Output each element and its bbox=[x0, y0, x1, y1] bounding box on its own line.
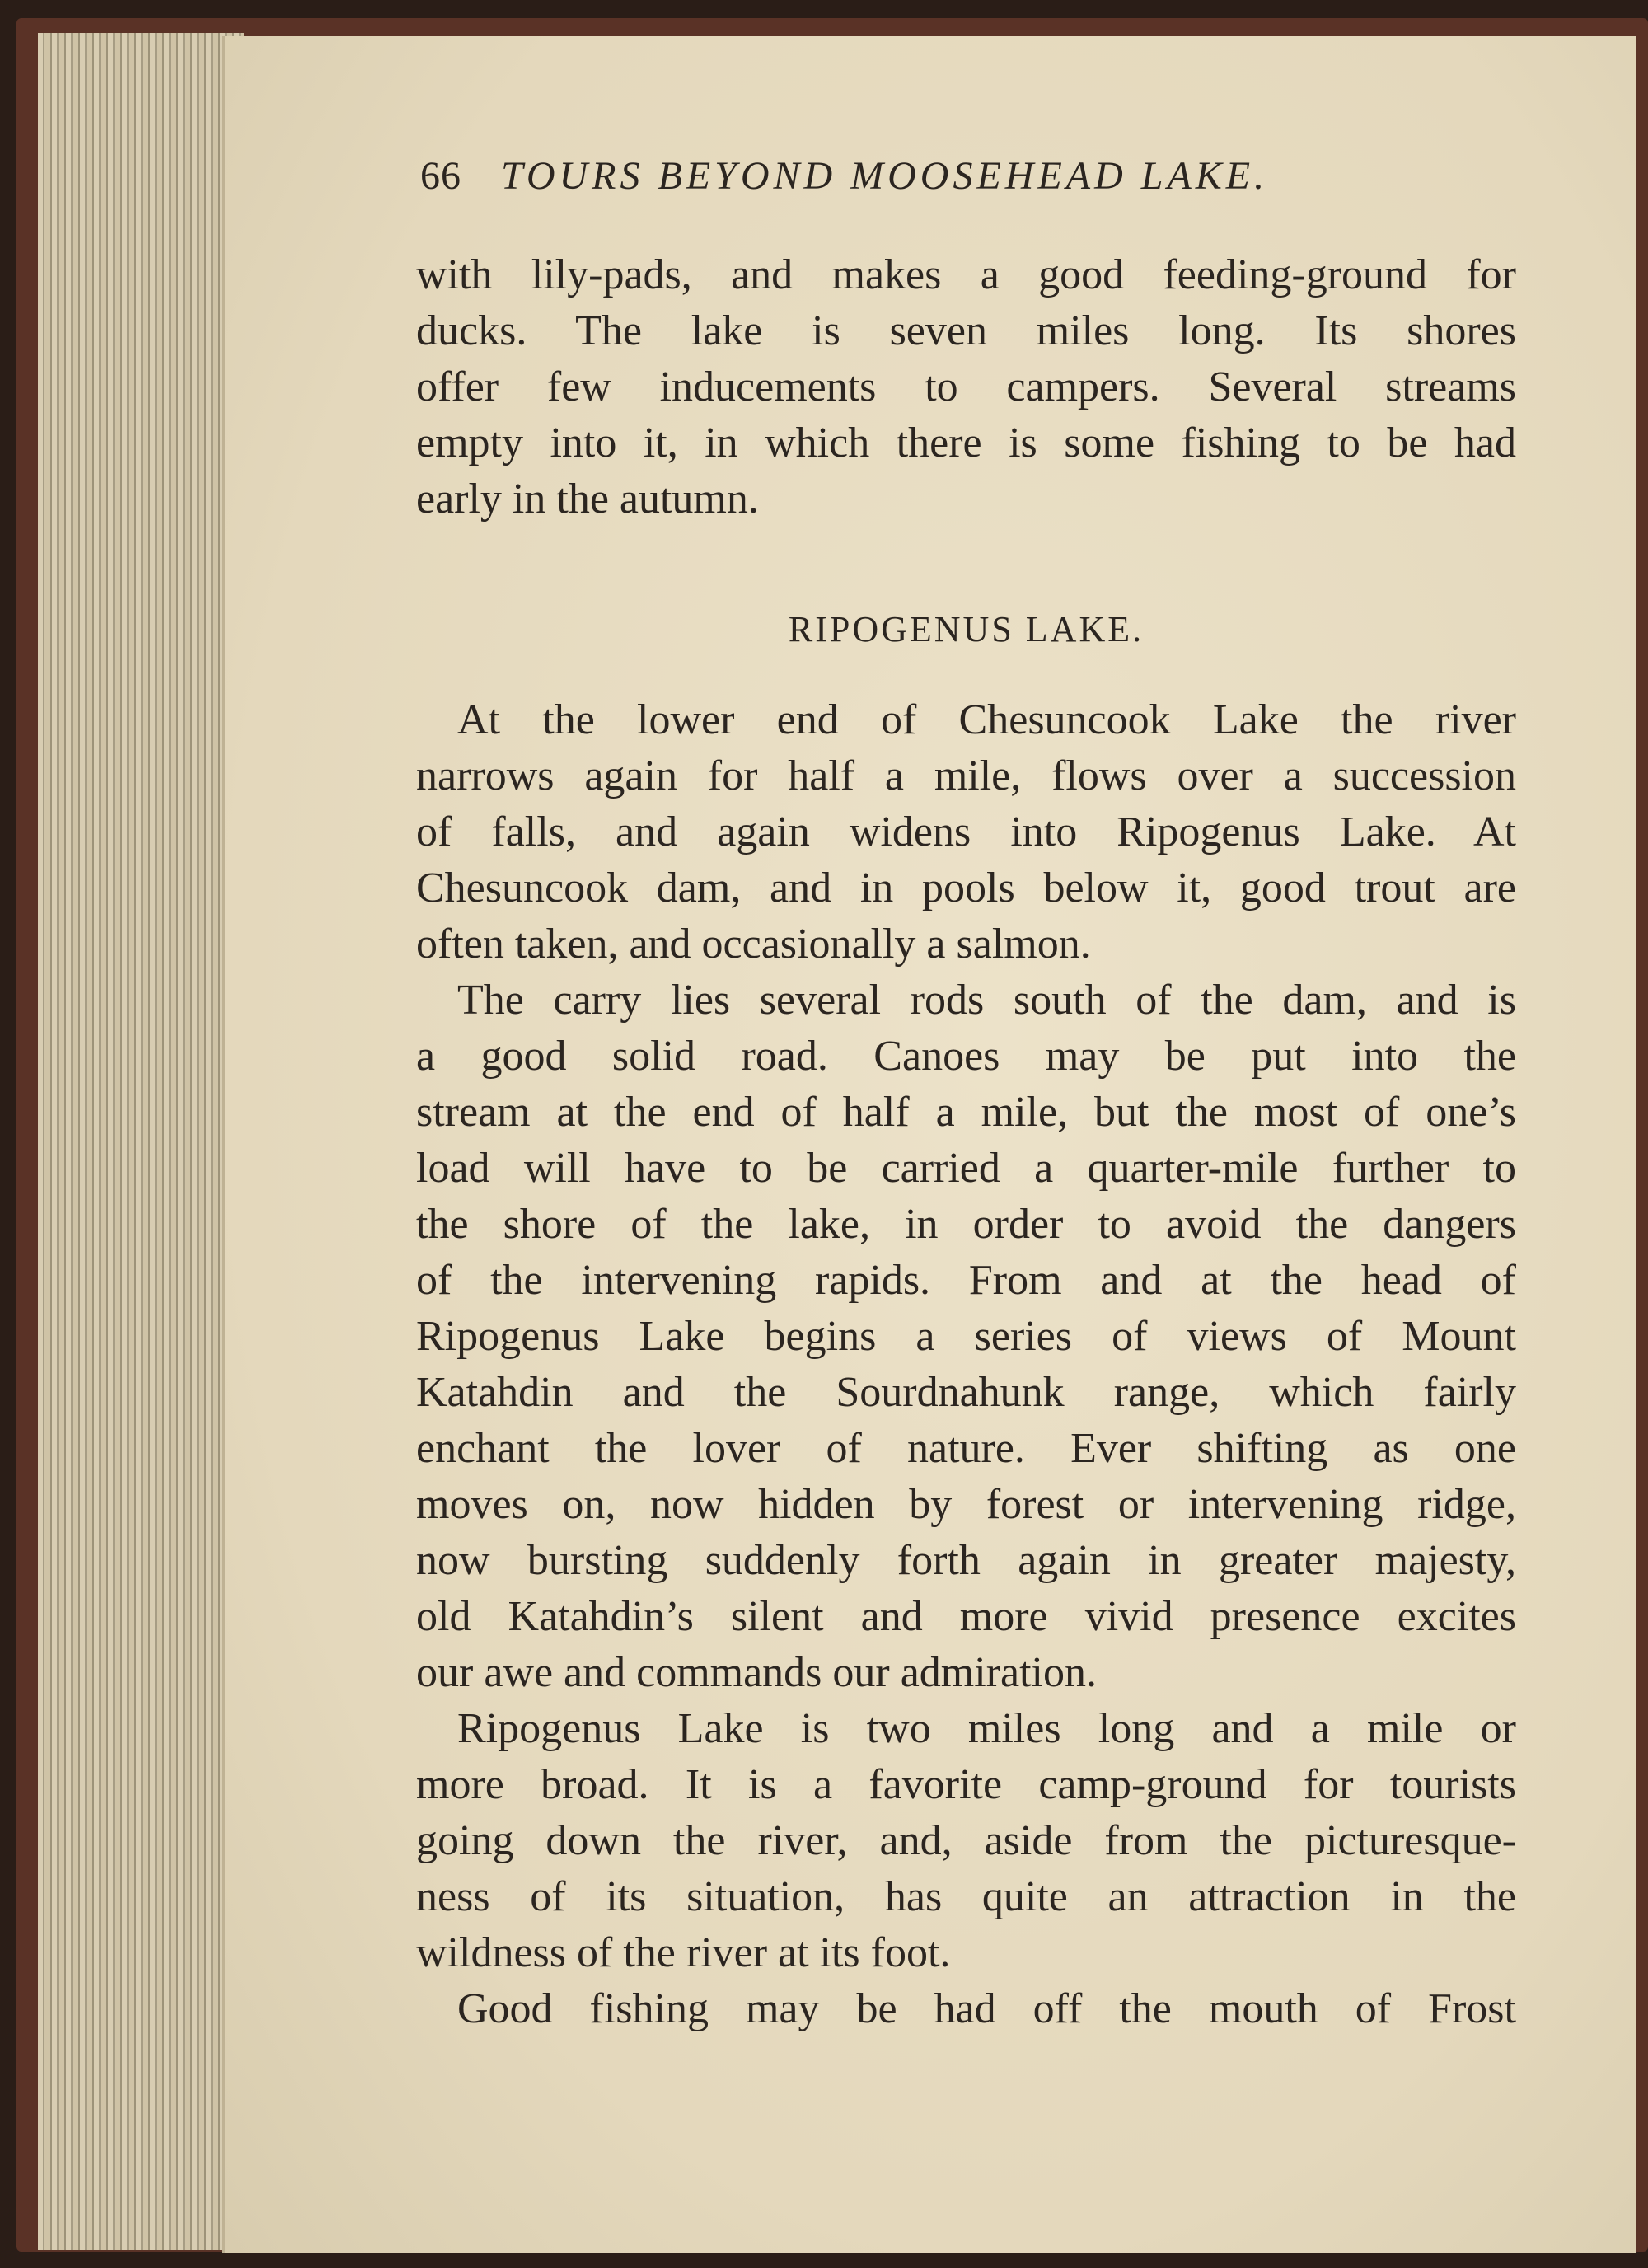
text-line: empty into it, in which there is some fishing to be had bbox=[416, 419, 1516, 466]
text-line: stream at the end of half a mile, but the most of one’s bbox=[416, 1089, 1516, 1136]
text-line: At the lower end of Chesuncook Lake the river bbox=[457, 696, 1516, 743]
text-line: early in the autumn. bbox=[416, 476, 759, 522]
text-line: going down the river, and, aside from the picturesque- bbox=[416, 1817, 1516, 1864]
text-line: often taken, and occasionally a salmon. bbox=[416, 921, 1091, 968]
text-line: enchant the lover of nature. Ever shifting as one bbox=[416, 1425, 1516, 1472]
text-line: narrows again for half a mile, flows over a succession bbox=[416, 752, 1516, 799]
text-line: offer few inducements to campers. Several streams bbox=[416, 363, 1516, 410]
text-line: our awe and commands our admiration. bbox=[416, 1649, 1097, 1696]
text-line: a good solid road. Canoes may be put into the bbox=[416, 1033, 1516, 1080]
text-line: load will have to be carried a quarter-mile further to bbox=[416, 1145, 1516, 1192]
text-line: Ripogenus Lake begins a series of views of Mount bbox=[416, 1313, 1516, 1360]
page-edges bbox=[38, 33, 244, 2250]
text-line: of falls, and again widens into Ripogenus Lake. At bbox=[416, 808, 1516, 855]
page-number: 66 bbox=[420, 154, 461, 198]
text-line: old Katahdin’s silent and more vivid presence excites bbox=[416, 1593, 1516, 1640]
text-line: of the intervening rapids. From and at the head of bbox=[416, 1257, 1516, 1304]
text-line: Good fishing may be had off the mouth of Frost bbox=[457, 1985, 1516, 2032]
text-line: Ripogenus Lake is two miles long and a mile or bbox=[457, 1705, 1516, 1752]
text-line: ness of its situation, has quite an attraction in the bbox=[416, 1873, 1516, 1920]
text-line: The carry lies several rods south of the dam, and is bbox=[457, 977, 1516, 1024]
text-line: wildness of the river at its foot. bbox=[416, 1929, 951, 1976]
running-head bbox=[420, 153, 1268, 199]
section-heading: RIPOGENUS LAKE. bbox=[788, 609, 1145, 649]
text-line: the shore of the lake, in order to avoid the dangers bbox=[416, 1201, 1516, 1248]
text-line: moves on, now hidden by forest or intervening ridge, bbox=[416, 1481, 1516, 1528]
text-line: with lily-pads, and makes a good feeding-ground for bbox=[416, 251, 1516, 298]
text-line: more broad. It is a favorite camp-ground for tourists bbox=[416, 1761, 1516, 1808]
text-line: Katahdin and the Sourdnahunk range, which fairly bbox=[416, 1369, 1516, 1416]
text-line: ducks. The lake is seven miles long. Its shores bbox=[416, 307, 1516, 354]
running-head-title: TOURS BEYOND MOOSEHEAD LAKE. bbox=[501, 154, 1269, 198]
text-line: Chesuncook dam, and in pools below it, good trout are bbox=[416, 865, 1516, 911]
text-line: now bursting suddenly forth again in greater majesty, bbox=[416, 1537, 1516, 1584]
